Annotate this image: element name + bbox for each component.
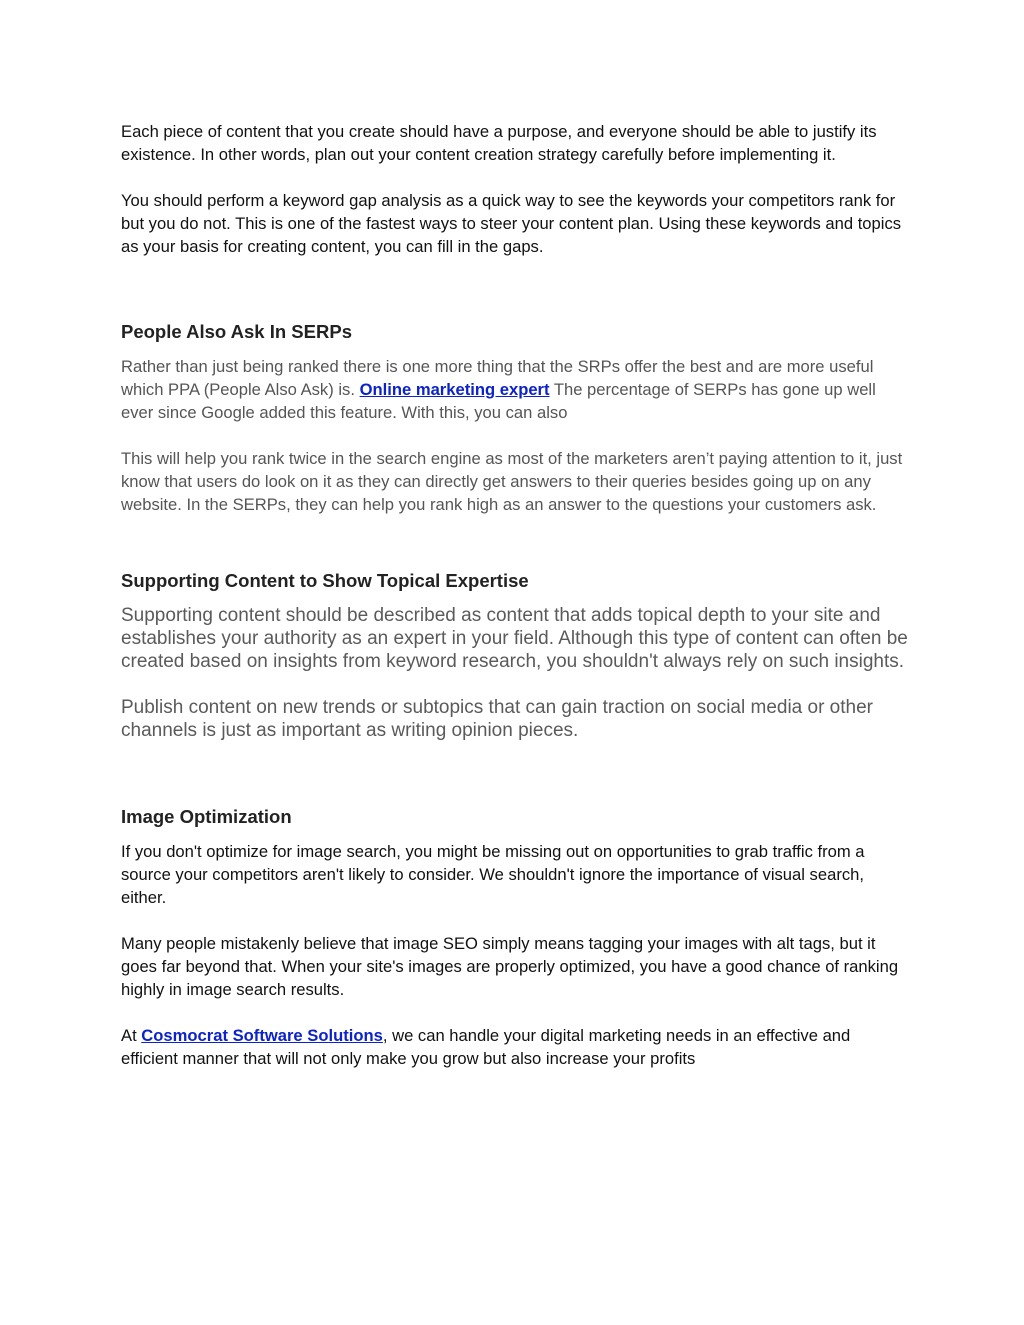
ppa-heading: People Also Ask In SERPs <box>121 321 352 342</box>
image-optimization-paragraph-3 <box>121 1024 911 1070</box>
cosmocrat-software-solutions-link[interactable]: Cosmocrat Software Solutions <box>141 1026 383 1045</box>
ppa-paragraph-1 <box>121 355 911 424</box>
ppa-paragraph-2: This will help you rank twice in the search engine as most of the marketers aren’t paying attention to it, just know that users do look on it as they can directly get answers to their queries besides going up on any website. In the SERPs, they can help you rank high as an answer to the questions your customers ask. <box>121 449 903 514</box>
document-page <box>121 120 911 1070</box>
ppa-paragraph-1-text-before: Rather than just being ranked there is one more thing that the SRPs offer the best and are more useful which PPA (People Also Ask) is. <box>121 357 874 399</box>
image-optimization-heading: Image Optimization <box>121 806 292 827</box>
closing-text-before: At <box>121 1026 142 1045</box>
intro-paragraph-1: Each piece of content that you create should have a purpose, and everyone should be able to justify its existence. In other words, plan out your content creation strategy carefully before implementing it. <box>121 122 877 164</box>
supporting-heading: Supporting Content to Show Topical Expertise <box>121 570 529 591</box>
ppa-paragraph-1-text-after: The percentage of SERPs has gone up well ever since Google added this feature. With this, you can also <box>121 380 876 422</box>
image-optimization-paragraph-2: Many people mistakenly believe that image SEO simply means tagging your images with alt tags, but it goes far beyond that. When your site's images are properly optimized, you have a good chance of ranking highly in image search results. <box>121 934 899 999</box>
online-marketing-expert-link[interactable]: Online marketing expert <box>359 380 550 399</box>
supporting-paragraph-1: Supporting content should be described as content that adds topical depth to your site and establishes your authority as an expert in your field. Although this type of content can often be created based on insights from keyword research, you shouldn't always rely on such insights. <box>121 605 908 672</box>
intro-paragraph-2: You should perform a keyword gap analysis as a quick way to see the keywords your competitors rank for but you do not. This is one of the fastest ways to steer your content plan. Using these keywords and topics as your basis for creating content, you can fill in the gaps. <box>121 191 902 256</box>
image-optimization-paragraph-1: If you don't optimize for image search, you might be missing out on opportunities to grab traffic from a source your competitors aren't likely to consider. We shouldn't ignore the importance of visual search, either. <box>121 842 865 907</box>
closing-text-after: , we can handle your digital marketing needs in an effective and efficient manner that will not only make you grow but also increase your profits <box>121 1026 851 1068</box>
supporting-paragraph-2: Publish content on new trends or subtopics that can gain traction on social media or other channels is just as important as writing opinion pieces. <box>121 697 873 741</box>
